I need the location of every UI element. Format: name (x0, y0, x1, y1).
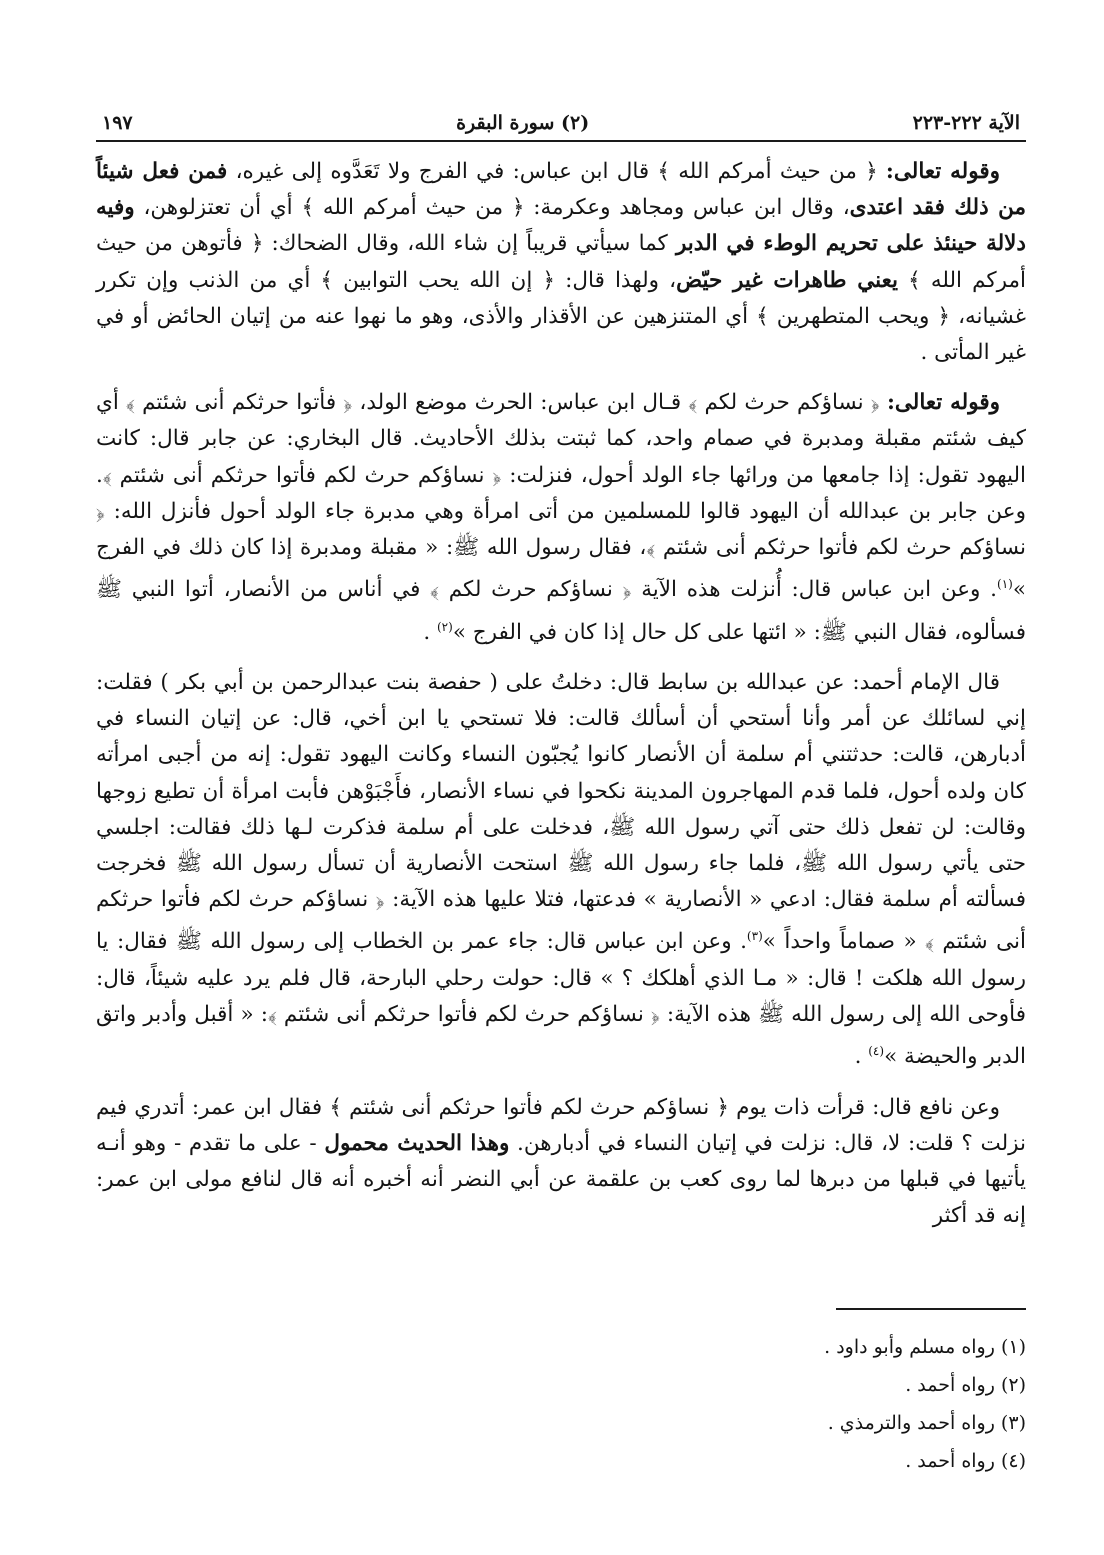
paragraph-1 (96, 154, 1026, 371)
bold-run: يعني طاهرات غير حيّض (676, 267, 898, 293)
text-run: ﴿ من حيث أمركم الله ﴾ قال ابن عباس: في الفرج ولا تَعَدَّوه إلى غيره، (227, 159, 886, 184)
text-run: ﴿ نساؤكم حرث لكم ﴾ قـال ابن عباس: الحرث موضع الولد، ﴿ فأتوا حرثكم أنى شئتم ﴾ أي كيف شئتم مقبلة ومدبرة في صمام واحد، كما ثبتت بذلك الأحاديث. قال البخاري: عن جابر قال: كانت اليهود تقول: إذا جامعها من ورائها جاء الولد أحول، فنزلت: ﴿ نساؤكم حرث لكم فأتوا حرثكم أنى شئتم ﴾. وعن جابر بن عبدالله أن اليهود قالوا للمسلمين من أتى امرأة وهي مدبرة جاء الولد أحول فأنزل الله: ﴿ نساؤكم حرث لكم فأتوا حرثكم أنى شئتم ﴾، فقال رسول الله ﷺ: « مقبلة ومدبرة إذا كان ذلك في الفرج » (96, 390, 1026, 603)
footnote-4: (٤) رواه أحمد . (905, 1450, 1026, 1472)
text-run: قال الإمام أحمد: عن عبدالله بن سابط قال: دخلتُ على ( حفصة بنت عبدالرحمن بن أبي بكر ) فقلت: إني لسائلك عن أمر وأنا أستحي أن أسألك قالت: فلا تستحي يا ابن أخي، قال: عن إتيان النساء في أدبارهن، قالت: حدثتني أم سلمة أن الأنصار كانوا يُجبّون النساء وكانت اليهود تقول: إنه من أجبى امرأته كان ولده أحول، فلما قدم المهاجرون المدينة نكحوا في نساء الأنصار، فأَجْبَوْهن فأبت امرأة أن تطيع زوجها وقالت: لن تفعل ذلك حتى آتي رسول الله ﷺ، فدخلت على أم سلمة فذكرت لـها ذلك فقالت: اجلسي حتى يأتي رسول الله ﷺ، فلما جاء رسول الله ﷺ استحت الأنصارية أن تسأل رسول الله ﷺ فخرجت فسألته أم سلمة فقال: ادعي « الأنصارية » فدعتها، فتلا عليها هذه الآية: ﴿ نساؤكم حرث لكم فأتوا حرثكم أنى شئتم ﴾ « صماماً واحداً » (96, 669, 1026, 955)
bold-run: وفيه دلالة حينئذ على تحريم الوطء في الدبر (96, 195, 1026, 257)
text-run: . (423, 619, 437, 645)
footnotes (426, 1332, 1026, 1484)
footnote-ref-1: (١) (997, 577, 1013, 592)
footnote-divider (836, 1308, 1026, 1310)
text-run: ، وقال ابن عباس ومجاهد وعكرمة: ﴿ من حيث أمركم الله ﴾ أي أن تعتزلوهن، (134, 195, 850, 221)
footnote-ref-2: (٢) (436, 619, 453, 634)
text-run: . (854, 1044, 869, 1070)
tafsir-body (96, 154, 1026, 1234)
paragraph-lead: وقوله تعالى: (886, 390, 1000, 416)
bold-run: فمن فعل شيئاً من ذلك فقد اعتدى (96, 159, 1026, 221)
footnote-ref-4: (٤) (868, 1044, 885, 1059)
book-page (96, 112, 1026, 1234)
text-run: ، ولهذا قال: ﴿ إن الله يحب التوابين ﴾ أي من الذنب وإن تكرر غشيانه، ﴿ ويحب المتطهرين ﴾ أي المتنزهين عن الأقذار والأذى، وهو ما نهوا عنه من إتيان الحائض أو في غير المأتى . (96, 267, 1026, 366)
surah-title: (٢) سورة البقرة (456, 112, 590, 134)
text-run: كما سيأتي قريباً إن شاء الله، وقال الضحاك: ﴿ فأتوهن من حيث أمركم الله ﴾ (96, 231, 1026, 293)
footnote-ref-3: (٣) (746, 929, 763, 944)
paragraph-lead: وقوله تعالى: (885, 159, 1000, 184)
footnote-3: (٣) رواه أحمد والترمذي . (827, 1412, 1026, 1434)
text-run: . وعن ابن عباس قال: أُنزلت هذه الآية ﴿ نساؤكم حرث لكم ﴾ في أناس من الأنصار، أتوا النبي ﷺ فسألوه، فقال النبي ﷺ: « ائتها على كل حال إذا كان في الفرج » (96, 577, 1026, 645)
ayah-range: الآية ٢٢٢-٢٢٣ (912, 112, 1020, 134)
footnote-1: (١) رواه مسلم وأبو داود . (824, 1336, 1026, 1358)
bold-run: وهذا الحديث محمول (324, 1130, 510, 1156)
paragraph-2 (96, 385, 1026, 651)
running-header (96, 112, 1026, 142)
page-number: ١٩٧ (102, 112, 133, 134)
text-run: وعن نافع قال: قرأت ذات يوم ﴿ نساؤكم حرث لكم فأتوا حرثكم أنى شئتم ﴾ فقال ابن عمر: أتدري فيم نزلت ؟ قلت: لا، قال: نزلت في إتيان النساء في أدبارهن. (96, 1094, 1026, 1156)
paragraph-4 (96, 1090, 1026, 1235)
text-run: . وعن ابن عباس قال: جاء عمر بن الخطاب إلى رسول الله ﷺ فقال: يا رسول الله هلكت ! قال: « مـا الذي أهلكك ؟ » قال: حولت رحلي البارحة، قال فلم يرد عليه شيئاً، قال: فأوحى الله إلى رسول الله ﷺ هذه الآية: ﴿ نساؤكم حرث لكم فأتوا حرثكم أنى شئتم ﴾: « أقبل وأدبر واتق الدبر والحيضة » (96, 929, 1026, 1070)
footnote-2: (٢) رواه أحمد . (905, 1374, 1026, 1396)
paragraph-3 (96, 665, 1026, 1076)
text-run: - على ما تقدم - وهو أنـه يأتيها في قبلها من دبرها لما روى كعب بن علقمة عن أبي النضر أنه أخبره أنه قال لنافع مولى ابن عمر: إنه قد أكثر (96, 1130, 1026, 1229)
